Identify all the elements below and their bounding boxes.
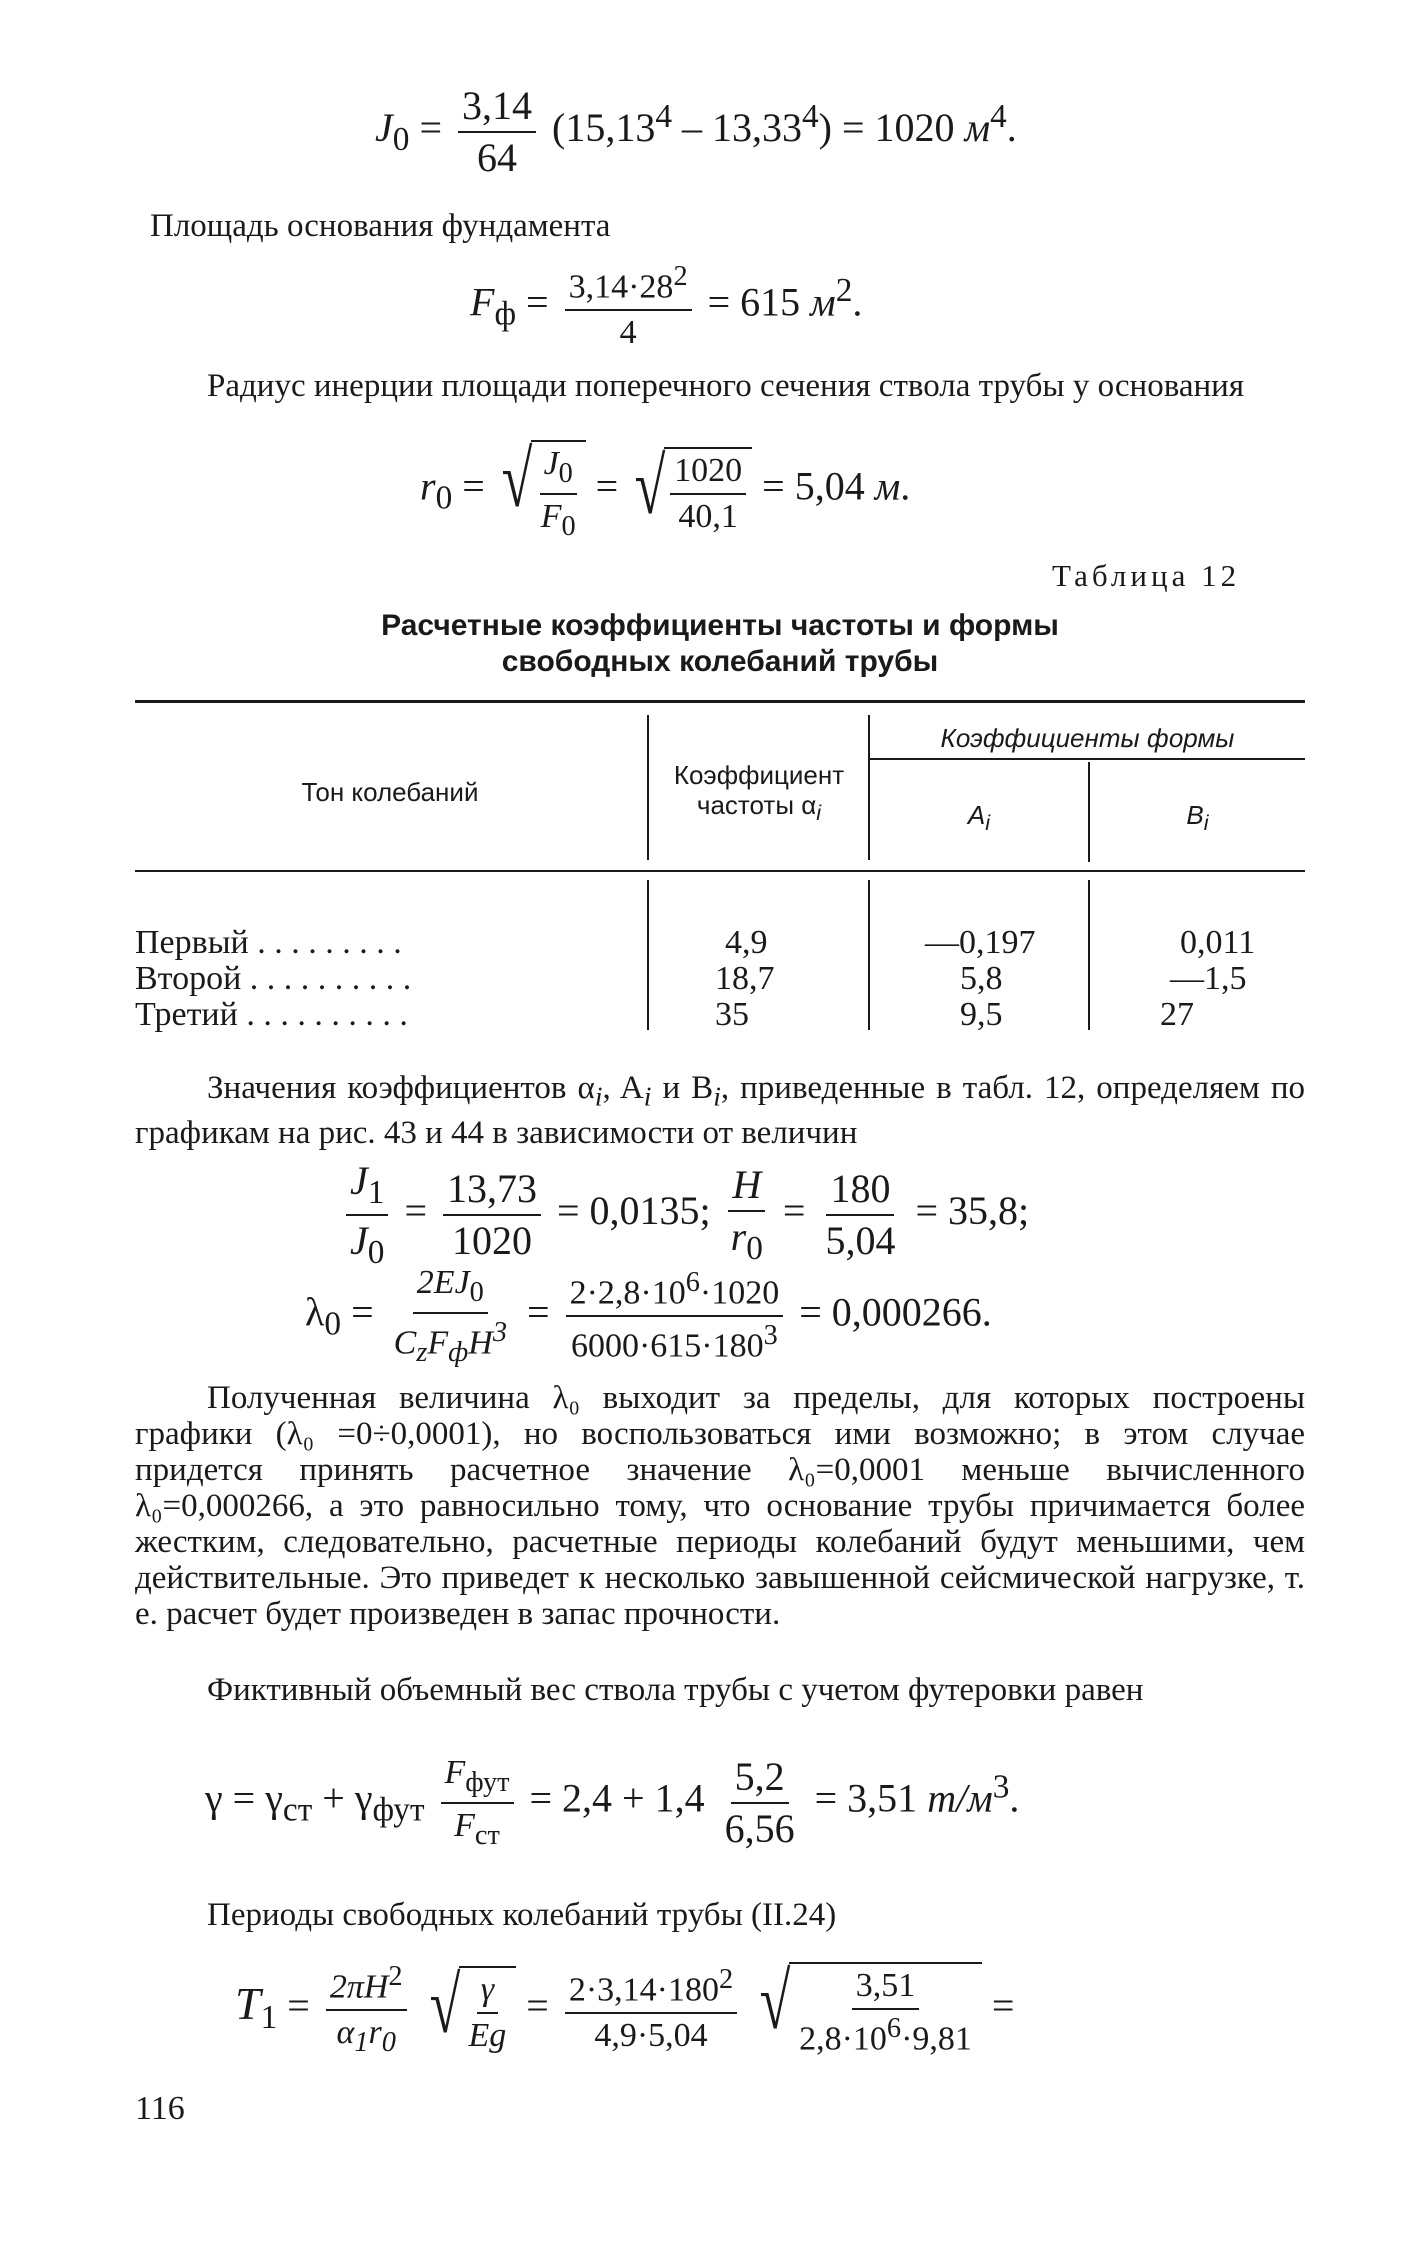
column-divider [1088, 880, 1090, 1030]
denominator: 64 [477, 135, 517, 180]
column-divider [647, 715, 649, 860]
column-divider [868, 880, 870, 1030]
formula-text: . [1006, 105, 1017, 151]
denominator: 6000·615·180 [570, 1327, 764, 1365]
numerator: 180 [826, 1168, 894, 1216]
header-text: B [1186, 800, 1204, 830]
formula-subscript: i [713, 1080, 721, 1112]
formula-subscript: ф [494, 295, 517, 333]
paragraph-radius [135, 368, 1305, 404]
formula-subscript: i [1203, 810, 1209, 836]
formula-r0: $r_0$ = √ $\frac{J_0}{F_0}$ = √ $\frac{1020}{40,1}$ = 5,04 м. [420, 436, 911, 542]
exponent: 2 [835, 272, 853, 310]
denominator: 4 [619, 314, 637, 352]
exponent: 3 [763, 1320, 778, 1352]
header-text: A [967, 800, 986, 830]
formula-subscript: z [416, 1336, 428, 1368]
numerator: 3,14 [458, 85, 536, 133]
cell-b: 27 [1160, 996, 1194, 1033]
formula-subscript: 0 [469, 1276, 484, 1308]
fraction [326, 1962, 407, 2058]
table-title [135, 608, 1305, 680]
formula-symbol: r [420, 463, 436, 509]
shape-subheader-rule [870, 758, 1305, 760]
formula-text: – 13,33 [672, 105, 802, 151]
numerator: J [543, 445, 559, 482]
denominator: r [368, 2014, 382, 2052]
denominator: Eg [468, 2016, 507, 2054]
formula-symbol: γ = γ [205, 1775, 283, 1821]
denominator: α [336, 2014, 355, 2052]
paragraph-foundation-area [150, 208, 610, 244]
fraction [670, 453, 746, 534]
column-divider [647, 880, 649, 1030]
fraction [721, 1753, 799, 1851]
header-frequency [652, 760, 866, 828]
denominator: H [468, 1323, 493, 1361]
header-tone: Тон колебаний [301, 777, 479, 807]
denominator: r [730, 1214, 747, 1259]
fraction [441, 1755, 514, 1850]
formula-text: = 5,04 [762, 463, 875, 509]
numerator: 3,51 [852, 1968, 920, 2010]
unit: м [964, 105, 991, 151]
formula-subscript: 0 [324, 1305, 342, 1343]
denominator: 5,04 [825, 1217, 896, 1263]
formula-ratios: $\frac{J_1}{J_0}$ = $\frac{13,73}{1020}$ = 0,0135; $\frac{H}{r_0}$ = $\frac{180}{5,04}$ = 35,8; [340, 1160, 1029, 1270]
fraction [795, 1968, 976, 2057]
exponent: 3 [492, 1316, 507, 1348]
formula-subscript: ф [448, 1336, 469, 1368]
exponent: 4 [655, 97, 672, 135]
page-number: 116 [135, 2090, 185, 2127]
unit: т/м [927, 1775, 993, 1821]
formula-text: . [1009, 1775, 1020, 1821]
fraction [566, 1268, 784, 1364]
formula-subscript: i [594, 1080, 603, 1112]
fraction [465, 1972, 511, 2053]
square-root: √ $\frac{1020}{40,1}$ [628, 447, 752, 534]
formula-symbol: F [470, 279, 495, 325]
exponent: 6 [886, 2013, 902, 2045]
formula-text: ) = 1020 [818, 105, 965, 151]
numerator: 1020 [670, 453, 746, 495]
formula-subscript: 0 [558, 457, 573, 489]
table-title-line: свободных колебаний трубы [501, 645, 939, 678]
numerator: H [728, 1164, 765, 1212]
formula-subscript: 0 [561, 510, 576, 542]
fraction [458, 85, 536, 179]
unit: м [810, 279, 836, 325]
formula-text: + γ [312, 1775, 373, 1821]
formula-symbol: T [235, 1977, 261, 2029]
fraction [565, 1965, 737, 2054]
exponent: 6 [685, 1267, 700, 1299]
table-top-rule [135, 700, 1305, 703]
exponent: 2 [719, 1964, 734, 1996]
formula-text: (15,13 [552, 105, 656, 151]
exponent: 4 [802, 97, 819, 135]
unit: м [874, 463, 901, 509]
formula-subscript: ст [282, 1791, 313, 1829]
paragraph-text: Радиус инерции площади поперечного сечения ствола трубы у основания [207, 368, 1245, 404]
paragraph-coefficients [135, 1070, 1305, 1151]
table-caption: Таблица 12 [1052, 558, 1241, 593]
header-text: Коэффициент частоты α [673, 760, 845, 820]
fraction [346, 1160, 388, 1270]
cell-frequency: 18,7 [715, 960, 775, 997]
formula-text: . [852, 279, 863, 325]
paragraph-text: Полученная величина λ₀ выходит за пределы, для которых построены графики (λ₀ =0÷0,0001), но воспользоваться ими возможно; в этом случае придется принять расчетное значение λ₀=0,0001 меньше вычисленного λ₀=0,000266, а это равносильно тому, что основание трубы причимается более жестким, следовательно, расчетные периоды колебаний будут меньшими, чем действительные. Это приведет к несколько завышенной сейсмической нагрузке, т. е. расчет будет произведен в запас прочности. [135, 1380, 1305, 1632]
numerator: J [350, 1158, 368, 1203]
formula-subscript: 0 [392, 121, 410, 159]
numerator: 2·2,8·10 [569, 1274, 686, 1312]
formula-symbol: J [375, 105, 393, 151]
formula-subscript: 1 [354, 2026, 369, 2058]
denominator: 6,56 [724, 1805, 795, 1851]
denominator: F [454, 1806, 475, 1844]
formula-text: . [900, 463, 911, 509]
table-title-line: Расчетные коэффициенты частоты и формы [381, 609, 1059, 642]
formula-subscript: 0 [381, 2026, 396, 2058]
paragraph-text: Периоды свободных колебаний трубы (II.24) [207, 1897, 837, 1933]
formula-text: = 0,000266. [799, 1289, 992, 1335]
formula-subscript: 0 [367, 1233, 385, 1271]
paragraph-lambda-discussion [135, 1380, 1305, 1632]
numerator: F [444, 1754, 466, 1791]
numerator: 2EJ [416, 1264, 470, 1301]
header-shape: Коэффициенты формы [940, 723, 1235, 753]
table-header-rule [135, 870, 1305, 872]
fraction [390, 1265, 511, 1367]
formula-lambda: $\lambda_0$ = $\frac{2EJ_0}{C_zF_фH^3}$ = $\frac{2\cdot 2,8\cdot 10^6\cdot 1020}{6000\cdot 615\cdot 180^3}$ = 0,000266. [305, 1264, 992, 1368]
denominator: 2,8·10 [799, 2020, 887, 2058]
formula-text: = 35,8; [915, 1188, 1030, 1234]
formula-subscript: 1 [367, 1174, 385, 1211]
cell-b: —1,5 [1170, 960, 1247, 997]
formula-t1: $T_1$ = $\frac{2\pi H^2}{\alpha_1r_0}$ √ $\frac{\gamma}{Eg}$ = $\frac{2\cdot 3,14\cdot 180^2}{4,9\cdot 5,04}$ √ $\frac{3,51}{2,8\cdot 10^6\cdot 9,81}$ = [235, 1958, 1015, 2058]
denominator: F [540, 497, 562, 535]
numerator: 2·3,14·180 [568, 1971, 719, 2009]
denominator: J [350, 1217, 368, 1263]
cell-tone: Второй . . . . . . . . . . [135, 960, 412, 997]
denominator: ·9,81 [901, 2020, 972, 2058]
cell-tone: Третий . . . . . . . . . . [135, 996, 408, 1033]
denominator: C [393, 1323, 417, 1361]
numerator: 5,2 [731, 1756, 789, 1804]
denominator: 4,9·5,04 [594, 2017, 708, 2055]
exponent: 4 [990, 97, 1007, 135]
formula-subscript: 0 [746, 1230, 763, 1267]
formula-text: = 3,51 [814, 1775, 928, 1821]
formula-subscript: ст [474, 1819, 500, 1851]
square-root: √ $\frac{J_0}{F_0}$ [495, 440, 586, 541]
formula-subscript: фут [465, 1766, 510, 1798]
numerator: γ [477, 1972, 498, 2014]
numerator: ·1020 [699, 1274, 780, 1312]
cell-a: —0,197 [925, 924, 1036, 961]
formula-ff: $F_ф$ = $\frac{3,14\cdot 28^2}{4}$ = 615 $м^2$. [470, 261, 863, 352]
fraction [537, 446, 580, 541]
paragraph-text: Фиктивный объемный вес ствола трубы с учетом футеровки равен [207, 1672, 1144, 1708]
denominator: 1020 [452, 1217, 532, 1263]
fraction [727, 1164, 767, 1266]
formula-text: = 2,4 + 1,4 [529, 1775, 705, 1821]
numerator: 2πH [329, 1968, 389, 2006]
fraction [821, 1165, 899, 1263]
cell-b: 0,011 [1180, 924, 1256, 961]
paragraph-text: , A [602, 1070, 644, 1106]
denominator: F [427, 1323, 449, 1361]
paragraph-fictive-weight [135, 1672, 1305, 1708]
formula-gamma [205, 1755, 1019, 1850]
formula-subscript: i [816, 800, 822, 826]
cell-a: 9,5 [960, 996, 1003, 1033]
formula-subscript: фут [372, 1791, 425, 1829]
formula-subscript: i [985, 810, 991, 836]
numerator: 13,73 [443, 1168, 541, 1216]
numerator: 3,14·28 [568, 268, 674, 306]
formula-subscript: 0 [435, 479, 453, 517]
formula-subscript: i [643, 1080, 652, 1112]
paragraph-periods [135, 1897, 1305, 1933]
denominator: 40,1 [678, 497, 738, 535]
formula-subscript: 1 [260, 1998, 278, 2036]
header-a [870, 800, 1088, 838]
formula-j0: $J_0$ = $\frac{3,14}{64}$ $(15,13^4 - 13,33^4) = 1020$ $м^4$. [375, 83, 1017, 180]
cell-tone: Первый . . . . . . . . . [135, 924, 402, 961]
square-root: √ $\frac{\gamma}{Eg}$ [423, 1966, 517, 2053]
cell-frequency: 4,9 [725, 924, 768, 961]
paragraph-text: Значения коэффициентов α [207, 1070, 595, 1106]
paragraph-text: , приведенные в табл. 12, определяем по графикам на рис. 43 и 44 в зависимости от величин [135, 1070, 1305, 1151]
cell-frequency: 35 [715, 996, 749, 1033]
square-root: √ $\frac{3,51}{2,8\cdot 10^6\cdot 9,81}$ [753, 1962, 982, 2057]
header-b [1090, 800, 1305, 838]
formula-text: = 615 [707, 279, 811, 325]
exponent: 3 [992, 1768, 1010, 1806]
fraction [565, 262, 692, 351]
formula-text: = 0,0135; [557, 1188, 711, 1234]
formula-text: = [991, 1982, 1015, 2028]
exponent: 2 [673, 261, 688, 292]
paragraph-text: Площадь основания фундамента [150, 208, 611, 244]
cell-a: 5,8 [960, 960, 1003, 997]
exponent: 2 [388, 1961, 403, 1992]
formula-symbol: λ [305, 1289, 325, 1335]
fraction [443, 1165, 541, 1263]
paragraph-text: и B [651, 1070, 714, 1106]
